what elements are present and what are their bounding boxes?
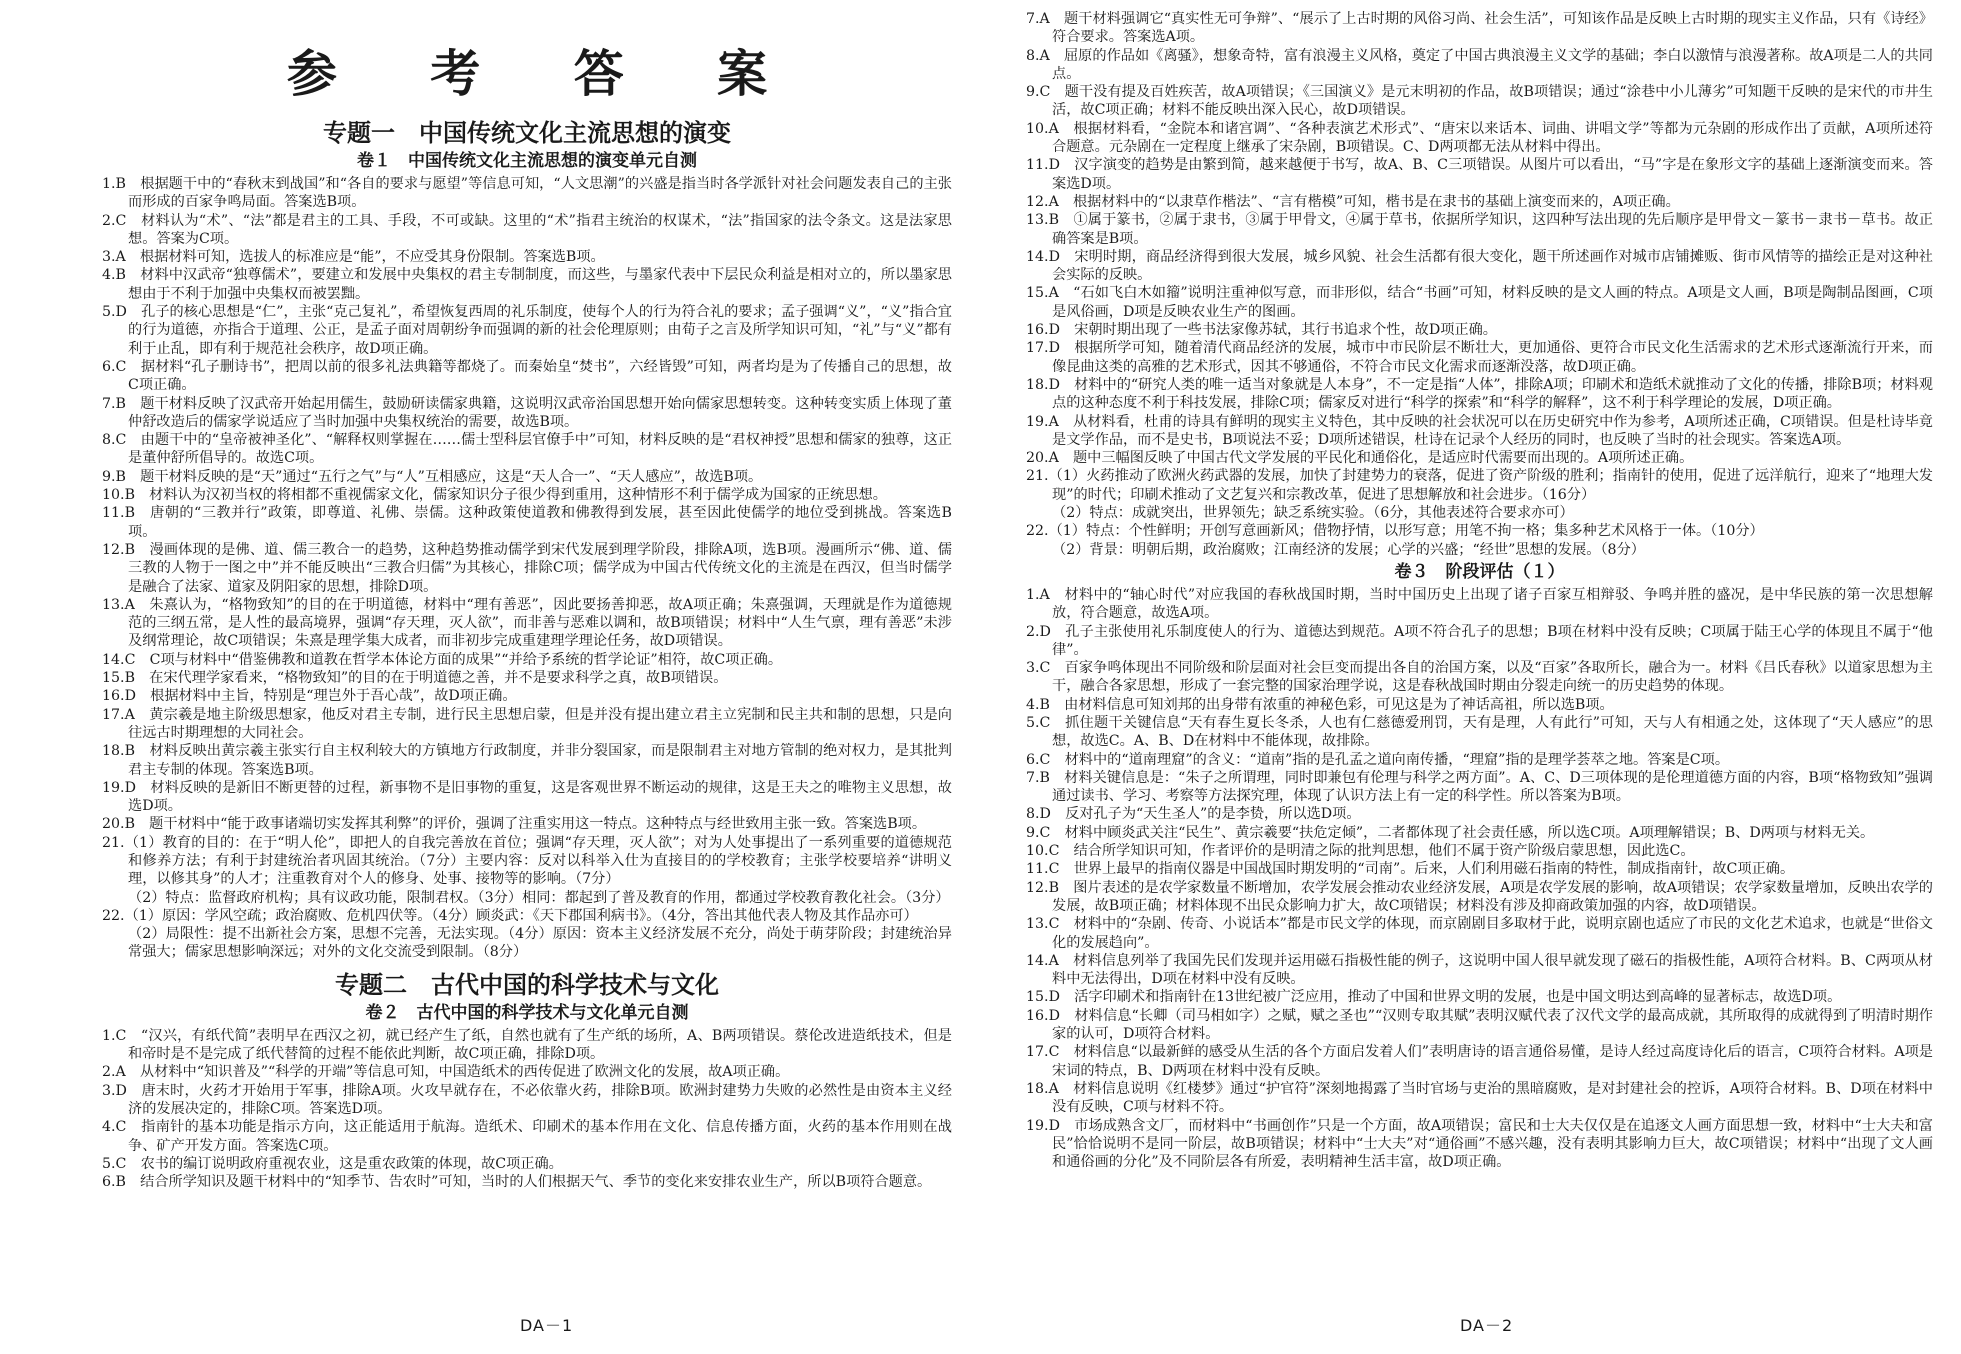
answer-item: 11.B 唐朝的“三教并行”政策，即尊道、礼佛、崇儒。这种政策使道教和佛教得到发展，甚至因此使儒学的地位受到挑战。答案选B项。	[102, 505, 952, 540]
answer-item: 8.C 由题干中的“皇帝被神圣化”、“解释权则掌握在……儒士型科层官僚手中”可知，材料反映的是“君权神授”思想和儒家的独尊，这正是董仲舒所倡导的。故选C项。	[102, 432, 952, 467]
answer-item: 10.A 根据材料看，“金院本和诸宫调”、“各种表演艺术形式”、“唐宋以来话本、词曲、讲唱文学”等都为元杂剧的形成作出了贡献，A项所述符合题意。元杂剧在一定程度上继承了宋杂剧，B项错误。C、D两项都无法从材料中得出。	[1026, 120, 1933, 156]
answer-item: 15.D 活字印刷术和指南针在13世纪被广泛应用，推动了中国和世界文明的发展，也是中国文明达到高峰的显著标志，故选D项。	[1026, 989, 1842, 1006]
answer-item: 20.B 题干材料中“能于政事诸端切实发挥其利弊”的评价，强调了注重实用这一特点。这种特点与经世致用主张一致。答案选B项。	[102, 816, 927, 833]
answer-item: 6.C 据材料“孔子删诗书”，把周以前的很多礼法典籍等都烧了。而秦始皇“焚书”，六经皆毁”可知，两者均是为了传播自己的思想，故C项正确。	[102, 358, 952, 394]
answer-item: 11.C 世界上最早的指南仪器是中国战国时期发明的“司南”。后来，人们利用磁石指南的特性，制成指南针，故C项正确。	[1026, 861, 1795, 878]
answer-list	[102, 175, 952, 962]
page-number: DA－2	[1460, 1316, 1514, 1335]
answer-item: 14.A 材料信息列举了我国先民们发现并运用磁石指极性能的例子，这说明中国人很早就发现了磁石的指极性能，A项符合材料。B、C两项从材料中无法得出，D项在材料中没有反映。	[1026, 952, 1933, 988]
answer-item: 4.C 指南针的基本功能是指示方向，这正能适用于航海。造纸术、印刷术的基本作用在文化、信息传播方面，火药的基本作用则在战争、矿产开发方面。答案选C项。	[102, 1119, 952, 1154]
answer-item: 17.D 根据所学可知，随着清代商品经济的发展，城市中市民阶层不断壮大，更加通俗、更符合市民文化生活需求的艺术形式逐渐流行开来，而像昆曲这类的高雅的艺术形式，因其不够通俗，不符合市民文化需求而逐渐没落，故D项正确。	[1026, 340, 1933, 375]
answer-item: 9.C 题干没有提及百姓疾苦，故A项错误；《三国演义》是元末明初的作品，故B项错误；通过“涂巷中小儿薄劣”可知题干反映的是宋代的市井生活，故C项正确；材料不能反映出深入民心，故D项错误。	[1026, 84, 1933, 119]
volume-title: 卷３ 阶段评估（１）	[1394, 561, 1565, 582]
answer-item: 5.C 抓住题干关键信息“天有春生夏长冬杀，人也有仁慈德爱刑罚，天有是理，人有此行”可知，天与人有相通之处，这体现了“天人感应”的思想，故选C。A、B、D在材料中不能体现，故排除。	[1026, 714, 1933, 750]
answer-item: 3.D 唐末时，火药才开始用于军事，排除A项。火攻早就存在，不必依靠火药，排除B项。欧洲封建势力失败的必然性是由资本主义经济的发展决定的，排除C项。答案选D项。	[102, 1082, 952, 1117]
answer-item: 21.（1）教育的目的：在于“明人伦”，即把人的自我完善放在首位；强调“存天理，灭人欲”；对为人处事提出了一系列重要的道德规范和修养方法；有利于封建统治者巩固其统治。（7分）主要内容：反对以科举入仕为直接目的的学校教育；主张学校要培养“讲明义理，以修其身”的人才；注重教育对个人的修身、处事、接物等的影响。（7分）	[102, 834, 952, 888]
answer-item: 2.C 材料认为“术”、“法”都是君主的工具、手段，不可或缺。这里的“术”指君主统治的权谋术，“法”指国家的法令条文。这是法家思想。答案为C项。	[102, 212, 952, 247]
answer-item: 15.A “石如飞白木如籀”说明注重神似写意，而非形似，结合“书画”可知，材料反映的是文人画的特点。A项是文人画，B项是陶制品图画，C项是风俗画，D项是反映农业生产的图画。	[1026, 285, 1933, 320]
answer-item: 22.（1）原因：学风空疏；政治腐败、危机四伏等。（4分）顾炎武：《天下郡国利病书》。（4分，答出其他代表人物及其作品亦可）	[102, 907, 918, 924]
answer-item: 10.B 材料认为汉初当权的将相都不重视儒家文化，儒家知识分子很少得到重用，这种情形不利于儒学成为国家的正统思想。	[102, 487, 887, 504]
answer-item: 2.A 从材料中“知识普及”“科学的开端”等信息可知，中国造纸术的西传促进了欧洲文化的发展，故A项正确。	[102, 1064, 790, 1081]
answer-item: 6.B 结合所学知识及题干材料中的“知季节、告农时”可知，当时的人们根据天气、季节的变化来安排农业生产，所以B项符合题意。	[102, 1174, 932, 1191]
answer-item: 3.A 根据材料可知，选拔人的标准应是“能”，不应受其身份限制。答案选B项。	[102, 249, 605, 266]
page-number: DA－1	[520, 1316, 574, 1335]
answer-item: 10.C 结合所学知识可知，作者评价的是明清之际的批判思想，他们不属于资产阶级启蒙思想，因此选C。	[1026, 843, 1695, 860]
answer-subitem: （2）特点：监督政府机构；具有议政功能，限制君权。（3分）相同：都起到了普及教育的作用，都通过学校教育教化社会。（3分）	[128, 889, 950, 906]
answer-item: 1.B 根据题干中的“春秋末到战国”和“各自的要求与愿望”等信息可知，“人文思潮”的兴盛是指当时各学派针对社会问题发表自己的主张而形成的百家争鸣局面。答案选B项。	[102, 176, 952, 211]
answer-item: 19.D 材料反映的是新旧不断更替的过程，新事物不是旧事物的重复，这是客观世界不断运动的规律，这是王夫之的唯物主义思想，故选D项。	[102, 779, 952, 815]
topic-title: 专题二 古代中国的科学技术与文化	[335, 969, 719, 999]
answer-item: 2.D 孔子主张使用礼乐制度使人的行为、道德达到规范。A项不符合孔子的思想；B项在材料中没有反映；C项属于陆王心学的体现且不属于“他律”。	[1026, 623, 1933, 658]
answer-item: 17.C 材料信息“以最新鲜的感受从生活的各个方面启发着人们”表明唐诗的语言通俗易懂，是诗人经过高度诗化后的语言，C项符合材料。A项是宋词的特点，B、D两项在材料中没有反映。	[1026, 1044, 1933, 1079]
answer-item: 13.B ①属于篆书，②属于隶书，③属于甲骨文，④属于草书，依据所学知识，这四种写法出现的先后顺序是甲骨文－篆书－隶书－草书。故正确答案是B项。	[1026, 212, 1933, 247]
answer-item: 7.A 题干材料强调它“真实性无可争辩”、“展示了上古时期的风俗习尚、社会生活”，可知该作品是反映上古时期的现实主义作品，只有《诗经》符合要求。答案选A项。	[1026, 11, 1933, 46]
answer-item: 13.A 朱熹认为，“格物致知”的目的在于明道德，材料中“理有善恶”，因此要扬善抑恶，故A项正确；朱熹强调，天理就是作为道德规范的三纲五常，是人性的最高境界，强调“存天理，灭人欲”，而非善与恶难以调和，故B项错误；材料中“人生气禀，理有善恶”未涉及纲常理论，故C项错误；朱熹是理学集大成者，而非初步完成重建理学理论任务，故D项错误。	[102, 596, 952, 650]
answer-subitem: （2）背景：明朝后期，政治腐败；江南经济的发展；心学的兴盛；“经世”思想的发展。（8分）	[1052, 541, 1645, 558]
answer-item: 7.B 题干材料反映了汉武帝开始起用儒生，鼓励研读儒家典籍，这说明汉武帝治国思想开始向儒家思想转变。这种转变实质上体现了董仲舒改造后的儒家学说适应了当时加强中央集权统治的需要，故选B项。	[102, 395, 952, 430]
page-title: 参 考 答 案	[286, 44, 806, 103]
answer-item: 11.D 汉字演变的趋势是由繁到简，越来越便于书写，故A、B、C三项错误。从图片可以看出，“马”字是在象形文字的基础上逐渐演变而来。答案选D项。	[1026, 157, 1933, 192]
answer-item: 1.A 材料中的“轴心时代”对应我国的春秋战国时期，当时中国历史上出现了诸子百家互相辩驳、争鸣并胜的盛况，是中华民族的第一次思想解放，符合题意，故选A项。	[1026, 586, 1933, 622]
answer-item: 19.A 从材料看，杜甫的诗具有鲜明的现实主义特色，其中反映的社会状况可以在历史研究中作为参考，A项所述正确，C项错误。但是杜诗毕竟是文学作品，而不是史书，B项说法不妥；D项所述错误，杜诗在记录个人经历的同时，也反映了当时的社会现实。答案选A项。	[1026, 413, 1933, 448]
answer-item: 9.C 材料中顾炎武关注“民生”、黄宗羲要“扶危定倾”，二者都体现了社会责任感，所以选C项。A项理解错误；B、D两项与材料无关。	[1026, 824, 1875, 841]
answer-item: 18.D 材料中的“研究人类的唯一适当对象就是人本身”，不一定是指“人体”，排除A项；印刷术和造纸术就推动了文化的传播，排除B项；材料观点的这种态度不利于科技发展，排除C项；儒家反对进行“科学的探索”和“科学的解释”，这不利于科学理论的发展，D项正确。	[1026, 376, 1933, 412]
answer-item: 8.A 屈原的作品如《离骚》，想象奇特，富有浪漫主义风格，奠定了中国古典浪漫主义文学的基础；李白以激情与浪漫著称。故A项是二人的共同点。	[1026, 47, 1933, 82]
answer-item: 4.B 由材料信息可知刘邦的出身带有浓重的神秘色彩，可见这是为了神话高祖，所以选B项。	[1026, 696, 1614, 713]
answer-item: 5.D 孔子的核心思想是“仁”，主张“克己复礼”，希望恢复西周的礼乐制度，使每个人的行为符合礼的要求；孟子强调“义”，“义”指合宜的行为道德，亦指合于道理、公正，是孟子面对周朝纷争而强调的新的社会伦理原则；由荀子之言及所学知识可知，“礼”与“义”都有利于止乱，即有利于规范社会秩序，故D项正确。	[102, 304, 952, 357]
volume-title: 卷２ 古代中国的科学技术与文化单元自测	[365, 1002, 689, 1023]
answer-item: 15.B 在宋代理学家看来，“格物致知”的目的在于明道德之善，并不是要求科学之真，故B项错误。	[102, 670, 728, 687]
answer-item: 12.A 根据材料中的“以隶草作楷法”、“言有楷模”可知，楷书是在隶书的基础上演变而来的，A项正确。	[1026, 193, 1680, 210]
answer-item: 16.D 宋朝时期出现了一些书法家像苏轼，其行书追求个性，故D项正确。	[1026, 322, 1497, 339]
answer-item: 16.D 根据材料中主旨，特别是“理岂外于吾心哉”，故D项正确。	[102, 688, 517, 705]
answer-item: 21.（1）火药推动了欧洲火药武器的发展，加快了封建势力的衰落，促进了资产阶级的胜利；指南针的使用，促进了远洋航行，迎来了“地理大发现”的时代；印刷术推动了文艺复兴和宗教改革，促进了思想解放和社会进步。（16分）	[1026, 468, 1933, 503]
answer-item: 6.C 材料中的“道南理窟”的含义：“道南”指的是孔孟之道向南传播，“理窟”指的是理学荟萃之地。答案是C项。	[1026, 751, 1730, 768]
answer-item: 18.A 材料信息说明《红楼梦》通过“护官符”深刻地揭露了当时官场与吏治的黑暗腐败，是对封建社会的控诉，A项符合材料。B、D项在材料中没有反映，C项与材料不符。	[1026, 1080, 1933, 1116]
answer-item: 22.（1）特点：个性鲜明；开创写意画新风；借物抒情，以形写意；用笔不拘一格；集多种艺术风格于一体。（10分）	[1026, 523, 1764, 540]
answer-item: 13.C 材料中的“杂剧、传奇、小说话本”都是市民文学的体现，而京剧剧目多取材于此，说明京剧也适应了市民的文化艺术追求，也就是“世俗文化的发展趋向”。	[1026, 916, 1933, 951]
volume-title: 卷１ 中国传统文化主流思想的演变单元自测	[357, 151, 697, 171]
answer-item: 3.C 百家争鸣体现出不同阶级和阶层面对社会巨变而提出各自的治国方案，以及“百家”各取所长，融合为一。材料《吕氏春秋》以道家思想为主干，融合各家思想，形成了一套完整的国家治理学说，这是春秋战国时期由分裂走向统一的历史趋势的体现。	[1026, 660, 1933, 695]
answer-list	[102, 1027, 952, 1192]
answer-item: 17.A 黄宗羲是地主阶级思想家，他反对君主专制，进行民主思想启蒙，但是并没有提出建立君主立宪制和民主共和制的思想，只是向往远古时期理想的大同社会。	[102, 706, 952, 741]
topic-title: 专题一 中国传统文化主流思想的演变	[323, 118, 731, 147]
left-page	[0, 0, 980, 1354]
answer-item: 12.B 漫画体现的是佛、道、儒三教合一的趋势，这种趋势推动儒学到宋代发展到理学阶段，排除A项，选B项。漫画所示“佛、道、儒三教的人物于一图之中”并不能反映出“三教合归儒”为其核心，排除C项；儒学成为中国古代传统文化的主流是在西汉，但当时儒学是融合了法家、道家及阴阳家的思想，排除D项。	[102, 541, 952, 595]
answer-item: 19.D 市场成熟含文厂，而材料中“书画创作”只是一个方面，故A项错误；富民和士大夫仅仅是在追逐文人画方面思想一致，材料中“士大夫和富民”恰恰说明不是同一阶层，故B项错误；材料中“士大夫”对“通俗画”不感兴趣，没有表明其影响力巨大，故C项错误；材料中“出现了文人画和通俗画的分化”及不同阶层各有所爱，表明精神生活丰富，故D项正确。	[1026, 1117, 1933, 1171]
answer-item: 12.B 图片表述的是农学家数量不断增加，农学发展会推动农业经济发展，A项是农学发展的影响，故A项错误；农学家数量增加，反映出农学的发展，故B项正确；材料体现不出民众影响力扩大，故C项错误；材料没有涉及抑商政策加强的内容，故D项错误。	[1026, 879, 1933, 914]
answer-item: 14.D 宋明时期，商品经济得到很大发展，城乡风貌、社会生活都有很大变化，题干所述画作对城市店铺摊贩、街市风情等的描绘正是对这种社会实际的反映。	[1026, 248, 1933, 284]
answer-list	[1026, 586, 1933, 1172]
answer-item: 14.C C项与材料中“借鉴佛教和道教在哲学本体论方面的成果”“并给予系统的哲学论证”相符，故C项正确。	[102, 651, 783, 668]
answer-item: 8.D 反对孔子为“天生圣人”的是李贽，所以选D项。	[1026, 806, 1361, 823]
answer-item: 7.B 材料关键信息是：“朱子之所谓理，同时即兼包有伦理与科学之两方面”。A、C、D三项体现的是伦理道德方面的内容，B项“格物致知”强调通过读书、学习、考察等方法探究理，体现了认识方法上有一定的科学性。所以答案为B项。	[1026, 769, 1933, 805]
answer-item: 18.B 材料反映出黄宗羲主张实行自主权利较大的方镇地方行政制度，并非分裂国家，而是限制君主对地方管制的绝对权力，是其批判君主专制的体现。答案选B项。	[102, 743, 952, 778]
answer-item: 20.A 题中三幅图反映了中国古代文学发展的平民化和通俗化，是适应时代需要而出现的。A项所述正确。	[1026, 450, 1694, 467]
answer-subitem: （2）局限性：提不出新社会方案，思想不完善，无法实现。（4分）原因：资本主义经济发展不充分，尚处于萌芽阶段；封建统治异常强大；儒家思想影响深远；对外的文化交流受到限制。（8分）	[128, 926, 952, 961]
answer-item: 1.C “汉兴，有纸代简”表明早在西汉之初，就已经产生了纸，自然也就有了生产纸的场所，A、B两项错误。蔡伦改进造纸技术，但是和帝时是不是完成了纸代替简的过程不能依此判断，故C项正确，排除D项。	[102, 1027, 952, 1063]
answer-item: 9.B 题干材料反映的是“天”通过“五行之气”与“人”互相感应，这是“天人合一”、“天人感应”，故选B项。	[102, 468, 763, 485]
answer-list	[1026, 10, 1933, 559]
answer-item: 5.C 农书的编订说明政府重视农业，这是重农政策的体现，故C项正确。	[102, 1155, 563, 1172]
answer-item: 4.B 材料中汉武帝“独尊儒术”，要建立和发展中央集权的君主专制制度，而这些，与墨家代表中下层民众利益是相对立的，所以墨家思想由于不利于加强中央集权而被罢黜。	[102, 267, 952, 302]
answer-subitem: （2）特点：成就突出，世界领先；缺乏系统实验。（6分，其他表述符合要求亦可）	[1052, 505, 1574, 522]
right-page	[980, 0, 1961, 1354]
answer-item: 16.D 材料信息“长卿（司马相如字）之赋，赋之圣也”“汉则专取其赋”表明汉赋代表了汉代文学的最高成就，其所取得的成就得到了明清时期作家的认可，D项符合材料。	[1026, 1007, 1933, 1043]
